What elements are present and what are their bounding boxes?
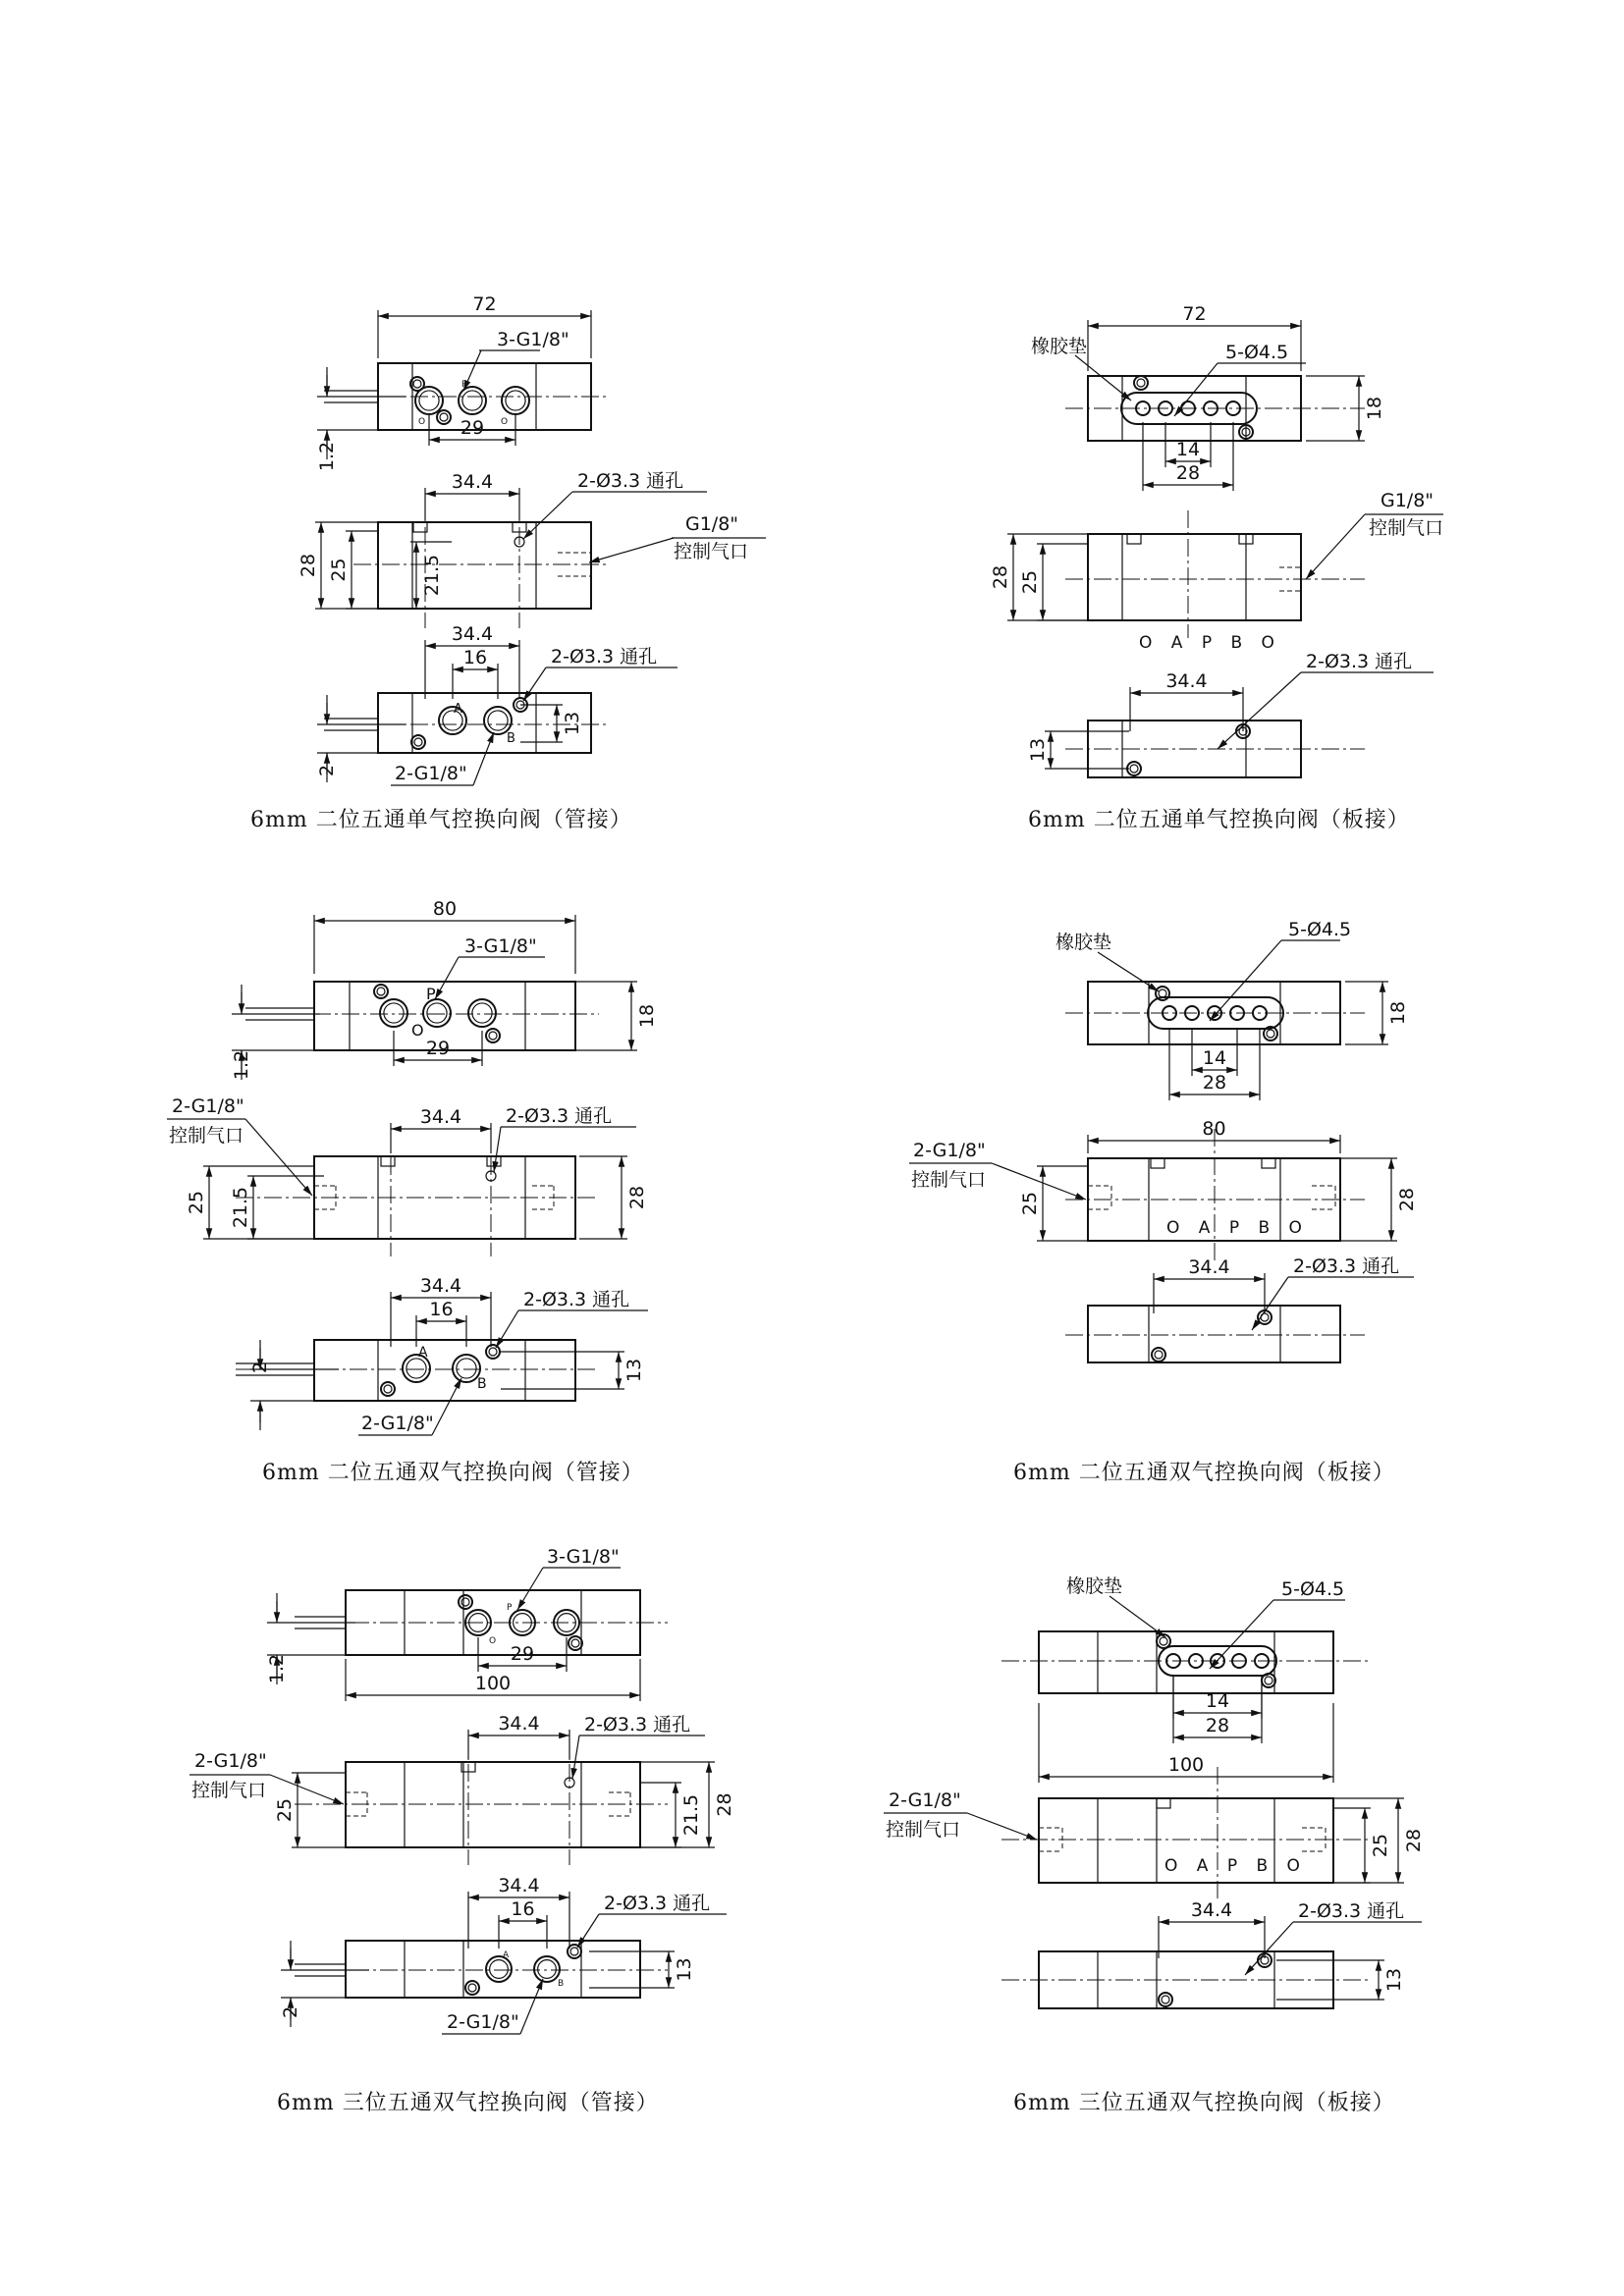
p2-hole-w: [1127, 762, 1141, 775]
dim-text-d29: 29: [510, 1643, 535, 1665]
dim-text-g3: 3-G1/8": [547, 1546, 620, 1568]
p6-top-body: [1039, 1631, 1333, 1693]
dim-text-rubber: 橡胶垫: [1066, 1575, 1123, 1597]
p6-leader-thru: [1245, 1922, 1293, 1975]
dim-text-g2: 2-G1/8": [913, 1140, 986, 1161]
p4-hole-w-inner: [1155, 1351, 1163, 1359]
p1-hole-b: [437, 410, 451, 424]
dim-text-d13: 13: [1027, 737, 1049, 763]
dim-text-thru: 2-Ø3.3 通孔: [1298, 1900, 1405, 1922]
dim-text-d25: 25: [274, 1797, 296, 1823]
p1-port-p-inner: [462, 391, 482, 410]
caption-panel-4: 6mm 二位五通双气控换向阀（板接）: [1013, 1461, 1395, 1485]
p2-hole-w-inner: [1130, 765, 1138, 773]
p3-hole-a-inner: [377, 988, 385, 995]
dim-text-pP: P: [426, 985, 436, 1003]
dim-text-ports: O A P B O: [1164, 1856, 1307, 1876]
p5-bottom-body: [346, 1941, 640, 1998]
dim-text-d28: 28: [1403, 1828, 1425, 1853]
dim-text-pP: P: [507, 1603, 513, 1613]
dim-text-g2: 2-G1/8": [194, 1750, 267, 1772]
p3-hole-b: [486, 1029, 500, 1042]
p3-notch-1: [381, 1156, 395, 1166]
dim-text-d16: 16: [429, 1299, 454, 1320]
dim-text-ports: O A P B O: [1139, 633, 1281, 653]
dim-text-pB: B: [507, 731, 515, 746]
dim-text-d18: 18: [636, 1003, 658, 1029]
dim-text-d34_4: 34.4: [419, 1275, 462, 1297]
p4-hole-y-inner: [1267, 1030, 1274, 1038]
dim-text-h5: 5-Ø4.5: [1225, 342, 1289, 363]
dim-text-d25: 25: [186, 1190, 207, 1215]
dim-text-thru: 2-Ø3.3 通孔: [551, 646, 658, 667]
dim-text-g2: 2-G1/8": [395, 763, 467, 784]
dim-text-d80: 80: [432, 898, 458, 920]
dim-text-d13: 13: [623, 1358, 645, 1383]
p3-leader-ctrl: [245, 1119, 312, 1196]
dim-text-d2: 2: [249, 1361, 271, 1374]
dim-text-g2: 2-G1/8": [172, 1095, 244, 1117]
p5-leader-g2: [520, 1979, 543, 2034]
dim-text-thru: 2-Ø3.3 通孔: [506, 1105, 613, 1127]
caption-panel-2: 6mm 二位五通单气控换向阀（板接）: [1028, 808, 1410, 832]
dim-text-d34_4: 34.4: [498, 1713, 540, 1735]
dim-text-thru: 2-Ø3.3 通孔: [604, 1893, 711, 1914]
dim-text-thru: 2-Ø3.3 通孔: [1306, 651, 1413, 672]
dim-text-d28: 28: [1175, 462, 1201, 484]
dim-text-d100: 100: [1167, 1754, 1205, 1776]
p3-notch-2: [487, 1156, 501, 1166]
dim-text-ctrl: 控制气口: [169, 1125, 244, 1147]
p1-port-o1-inner: [419, 391, 439, 410]
dim-text-d28: 28: [1202, 1072, 1227, 1094]
dim-text-d34_4: 34.4: [1190, 1899, 1233, 1921]
p4-leader-rubber: [1098, 952, 1159, 991]
dim-text-d34_4: 34.4: [1165, 670, 1208, 692]
dim-text-d34_4: 34.4: [1188, 1256, 1230, 1278]
dim-text-d25: 25: [1019, 569, 1041, 595]
p2-leader-thru: [1218, 672, 1301, 749]
p1-leader-thru2: [523, 667, 546, 701]
dim-text-thru: 2-Ø3.3 通孔: [1293, 1255, 1400, 1277]
caption-panel-1: 6mm 二位五通单气控换向阀（管接）: [250, 808, 632, 832]
p1-hole-b-inner: [440, 413, 448, 421]
dim-text-d1_2: 1.2: [316, 441, 338, 472]
p4-notch-1: [1151, 1158, 1164, 1168]
p6-hole-x-inner: [1160, 1637, 1167, 1645]
p3-hole-c-inner: [384, 1385, 392, 1393]
p3-leader-thru: [494, 1127, 501, 1172]
p3-port-o1-inner: [384, 1003, 404, 1023]
dim-text-pA: A: [454, 702, 462, 717]
p3-hole-b-inner: [489, 1032, 497, 1040]
p5-hole-c-inner: [468, 1984, 476, 1992]
dim-text-d72: 72: [472, 294, 497, 315]
caption-panel-5: 6mm 三位五通双气控换向阀（管接）: [277, 2091, 659, 2115]
dim-text-thru: 2-Ø3.3 通孔: [584, 1714, 691, 1735]
dim-text-ctrl: 控制气口: [1369, 517, 1444, 539]
p6-hole-w: [1159, 1993, 1172, 2006]
dim-text-ports: O A P B O: [1166, 1218, 1309, 1238]
dim-text-pP: P: [461, 380, 467, 390]
dim-text-g1: G1/8": [685, 513, 739, 535]
dim-text-d18: 18: [1364, 396, 1385, 421]
p3-port-a-inner: [406, 1359, 426, 1378]
dim-text-d13: 13: [1383, 1967, 1405, 1993]
dim-text-d13: 13: [674, 1957, 695, 1982]
p3-leader-g2: [432, 1378, 461, 1435]
p5-leader-thru2: [577, 1914, 599, 1948]
dim-text-d16: 16: [511, 1898, 535, 1920]
dim-text-d34_4: 34.4: [451, 623, 494, 645]
p1-leader-thru: [523, 492, 572, 539]
p3-leader-thru2: [496, 1310, 518, 1348]
dim-text-d1_2: 1.2: [266, 1653, 288, 1684]
p5-hole-b: [568, 1636, 582, 1650]
dim-text-d29: 29: [460, 417, 485, 439]
p3-hole-c: [381, 1382, 395, 1396]
dim-text-d25: 25: [1019, 1191, 1041, 1216]
p3-hole-d: [486, 1345, 500, 1359]
dim-text-pO: O: [501, 417, 509, 427]
p5-hole-a: [459, 1595, 472, 1609]
dim-text-d21_5: 21.5: [680, 1793, 702, 1837]
dim-text-ctrl: 控制气口: [911, 1169, 987, 1191]
dim-text-thru: 2-Ø3.3 通孔: [577, 470, 684, 492]
dim-text-d14: 14: [1205, 1690, 1230, 1712]
p2-hole-x: [1134, 376, 1148, 390]
dim-text-pO: O: [489, 1636, 497, 1646]
p3-bottom-body: [314, 1340, 575, 1401]
p5-port-a-inner: [490, 1960, 509, 1979]
p4-hole-w: [1152, 1348, 1165, 1362]
dim-text-d25: 25: [328, 558, 350, 582]
dim-text-d28: 28: [1205, 1715, 1230, 1736]
dim-text-pB: B: [477, 1376, 487, 1392]
p5-hole-c: [465, 1981, 479, 1995]
dim-text-d80: 80: [1202, 1118, 1226, 1140]
dim-text-d14: 14: [1202, 1047, 1227, 1069]
dim-text-d34_4: 34.4: [498, 1875, 540, 1896]
dim-text-g2: 2-G1/8": [361, 1413, 434, 1434]
p1-leader-g2: [473, 732, 494, 785]
dim-text-d28: 28: [626, 1185, 648, 1210]
p3-hole-d-inner: [489, 1348, 497, 1356]
dim-text-pO: O: [411, 1021, 424, 1040]
p3-port-o2-inner: [472, 1003, 492, 1023]
dim-text-g2: 2-G1/8": [447, 2011, 519, 2033]
p1-port-b-inner: [488, 711, 508, 730]
dim-text-pB: B: [558, 1979, 565, 1989]
dim-text-d28: 28: [1396, 1187, 1418, 1212]
dim-text-d13: 13: [562, 711, 583, 736]
p6-hole-y-inner: [1265, 1677, 1272, 1684]
dim-text-pA: A: [418, 1345, 428, 1361]
dim-text-d16: 16: [462, 647, 488, 668]
p1-leader-g3: [463, 350, 481, 391]
dim-text-ctrl: 控制气口: [886, 1819, 961, 1841]
dim-text-pA: A: [503, 1950, 510, 1960]
dim-text-d28: 28: [298, 553, 319, 578]
p1-leader-ctrl: [589, 538, 674, 562]
p6-hole-y: [1262, 1674, 1275, 1687]
p4-bottom-body: [1088, 1306, 1340, 1362]
p6-hole-w-inner: [1162, 1996, 1169, 2003]
p2-hole-x-inner: [1137, 379, 1145, 387]
p2-notch-1: [1127, 534, 1141, 544]
p3-leader-g3: [435, 957, 459, 999]
p2-front-body: [1088, 534, 1301, 620]
p3-port-b-inner: [457, 1359, 476, 1378]
p3-hole-a: [374, 985, 388, 998]
caption-panel-3: 6mm 二位五通双气控换向阀（管接）: [262, 1461, 644, 1485]
dim-text-h5: 5-Ø4.5: [1288, 919, 1352, 940]
p5-hole-a-inner: [461, 1598, 469, 1606]
p6-leader-h5: [1210, 1600, 1273, 1669]
dim-text-d28: 28: [990, 564, 1011, 590]
p1-port-o2-inner: [506, 391, 525, 410]
dim-text-g2: 2-G1/8": [889, 1789, 961, 1811]
dim-text-d1_2: 1.2: [231, 1049, 252, 1081]
p5-hole-d-inner: [570, 1948, 578, 1955]
p5-leader-thru: [572, 1735, 579, 1779]
dim-text-g1: G1/8": [1380, 490, 1435, 511]
dim-text-ctrl: 控制气口: [674, 541, 749, 562]
p1-front-body: [378, 522, 591, 609]
dim-text-d2: 2: [280, 2005, 301, 2019]
p4-notch-2: [1262, 1158, 1275, 1168]
dim-text-d28: 28: [714, 1792, 735, 1817]
p1-hole-c: [411, 735, 425, 749]
p1-hole-c-inner: [414, 738, 422, 746]
dim-text-g3: 3-G1/8": [497, 329, 569, 350]
dim-text-d25: 25: [1370, 1833, 1391, 1858]
dim-text-d100: 100: [474, 1673, 512, 1694]
dim-text-h5: 5-Ø4.5: [1281, 1578, 1345, 1600]
dim-text-thru: 2-Ø3.3 通孔: [523, 1289, 630, 1310]
p5-port-b-inner: [538, 1960, 557, 1979]
p5-hole-b-inner: [571, 1639, 579, 1647]
dim-text-d34_4: 34.4: [451, 471, 494, 493]
dim-text-ctrl: 控制气口: [191, 1780, 267, 1801]
dim-text-pO: O: [418, 417, 426, 427]
p6-leader-ctrl: [967, 1813, 1037, 1840]
p4-hole-x-inner: [1159, 989, 1166, 997]
dim-text-d2: 2: [316, 764, 338, 777]
dim-text-rubber: 橡胶垫: [1031, 336, 1088, 357]
dim-text-d34_4: 34.4: [419, 1106, 462, 1128]
p2-leader-ctrl: [1306, 514, 1365, 579]
p5-leader-g3: [517, 1568, 543, 1610]
caption-panel-6: 6mm 三位五通双气控换向阀（板接）: [1013, 2091, 1395, 2115]
dim-text-d21_5: 21.5: [230, 1186, 251, 1229]
p1-hole-a-inner: [413, 380, 421, 388]
dim-text-g3: 3-G1/8": [464, 935, 537, 957]
p3-port-p-inner: [427, 1003, 447, 1023]
dim-text-d21_5: 21.5: [421, 554, 443, 597]
dim-text-d18: 18: [1387, 1000, 1409, 1026]
dim-text-d14: 14: [1175, 439, 1201, 460]
dim-text-d72: 72: [1182, 303, 1207, 325]
dim-text-d29: 29: [425, 1038, 451, 1059]
p6-notch-1: [1157, 1798, 1170, 1808]
dim-text-rubber: 橡胶垫: [1056, 932, 1112, 953]
